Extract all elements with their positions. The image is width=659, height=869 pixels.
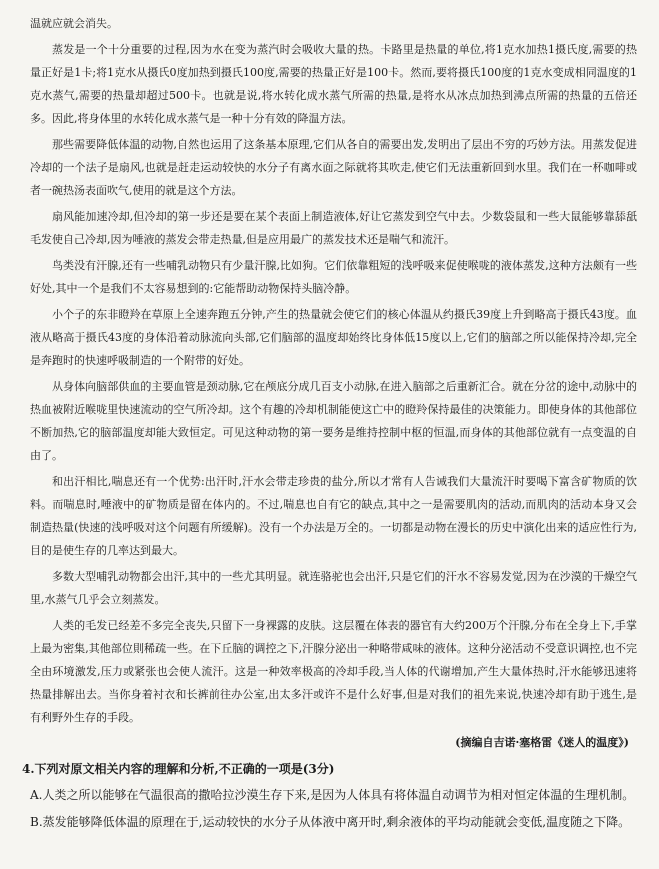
passage-paragraph: 小个子的东非瞪羚在草原上全速奔跑五分钟,产生的热量就会使它们的核心体温从约摄氏39度上升到略高于摄氏43度。血液从略高于摄氏43度的身体沿着动脉流向头部,它们脑部的温度却始终比身体低15度以上,它们的脑部之所以能保持冷却,完全是奔跑时的快速呼吸制造的一个附带的好处。 <box>30 308 637 367</box>
passage-paragraph: 扇风能加速冷却,但冷却的第一步还是要在某个表面上制造液体,好让它蒸发到空气中去。少数袋鼠和一些大鼠能够靠舔舐毛发使自己冷却,因为唾液的蒸发会带走热量,但是应用最广的蒸发技术还是喘气和流汗。 <box>30 210 637 246</box>
reading-passage <box>30 12 637 754</box>
passage-paragraph: 那些需要降低体温的动物,自然也运用了这条基本原理,它们从各自的需要出发,发明出了层出不穷的巧妙方法。用蒸发促进冷却的一个法子是扇风,也就是赶走运动较快的水分子有离水面之际就将其吹走,使它们无法重新回到水里。我们在一杯咖啡或者一碗热汤表面吹气,使用的就是这个方法。 <box>30 138 637 197</box>
passage-paragraph: 鸟类没有汗腺,还有一些哺乳动物只有少量汗腺,比如狗。它们依靠粗短的浅呼吸来促使喉咙的液体蒸发,这种方法颇有一些好处,其中一个是我们不太容易想到的:它能帮助动物保持头脑冷静。 <box>30 259 637 295</box>
question-stem: 4.下列对原文相关内容的理解和分析,不正确的一项是(3分) <box>22 762 335 776</box>
passage-paragraph: 蒸发是一个十分重要的过程,因为水在变为蒸汽时会吸收大量的热。卡路里是热量的单位,将1克水加热1摄氏度,需要的热量正好是1卡;将1克水从摄氏0度加热到摄氏100度,需要的热量正好是100卡。然而,要将摄氏100度的1克水变成相同温度的1克水蒸气,需要的热量却超过500卡。也就是说,将水转化成水蒸气所需的热量,是将水从冰点加热到沸点所需的热量的五倍还多。因此,将身体里的水转化成水蒸气是一种十分有效的降温方法。 <box>30 43 637 125</box>
passage-paragraph: 人类的毛发已经差不多完全丧失,只留下一身裸露的皮肤。这层覆在体表的器官有大约200万个汗腺,分布在全身上下,手掌上最为密集,其他部位則稀疏一些。在下丘脑的调控之下,汗腺分泌出一种略带咸味的液体。这种分泌活动不受意识调控,也不完全由环境激发,压力或紧张也会使人流汗。这是一种效率极高的冷却手段,当人体的代谢增加,产生大量体热时,汗水能够迅速将热量排解出去。当你身着衬衣和长裤前往办公室,出太多汗或许不是什么好事,但是对我们的祖先来说,快速冷却有助于逃生,是有利野外生存的手段。 <box>30 619 637 724</box>
passage-paragraph: 温就应就会消失。 <box>30 17 118 30</box>
passage-paragraph: 多数大型哺乳动物都会出汗,其中的一些尤其明显。就连骆驼也会出汗,只是它们的汗水不容易发觉,因为在沙漠的干燥空气里,水蒸气几乎会立刻蒸发。 <box>30 570 637 606</box>
passage-source: (摘编自吉诺·塞格雷《迷人的温度》) <box>455 736 629 749</box>
passage-paragraph: 和出汗相比,喘息还有一个优势:出汗时,汗水会带走珍贵的盐分,所以才常有人告诫我们大量流汗时要喝下富含矿物质的饮料。而喘息时,唾液中的矿物质是留在体内的。不过,喘息也自有它的缺点,其中之一是需要肌肉的活动,而肌肉的活动本身又会制造热量(快速的浅呼吸对这个问题有所缓解)。没有一个办法是万全的。一切都是动物在漫长的历史中演化出来的适应性行为,目的是使生存的几率达到最大。 <box>30 475 637 557</box>
question-option-b[interactable]: B.蒸发能够降低体温的原理在于,运动较快的水分子从体液中离开时,剩余液体的平均动能就会变低,温度随之下降。 <box>30 815 631 829</box>
question-block <box>22 758 637 834</box>
passage-paragraph: 从身体向脑部供血的主要血管是颈动脉,它在颅底分成几百支小动脉,在进入脑部之后重新汇合。就在分岔的途中,动脉中的热血被附近喉咙里快速流动的空气所冷却。这个有趣的冷却机制能使这亡中的瞪羚保持最佳的决策能力。即使身体的其他部位不断加热,它的脑部温度却能大致恒定。可见这种动物的第一要务是维持控制中枢的恒温,而身体的其他部位就有一点变温的自由了。 <box>30 380 637 462</box>
question-option-a[interactable]: A.人类之所以能够在气温很高的撒哈拉沙漠生存下来,是因为人体具有将体温自动调节为相对恒定体温的生理机制。 <box>30 788 635 802</box>
